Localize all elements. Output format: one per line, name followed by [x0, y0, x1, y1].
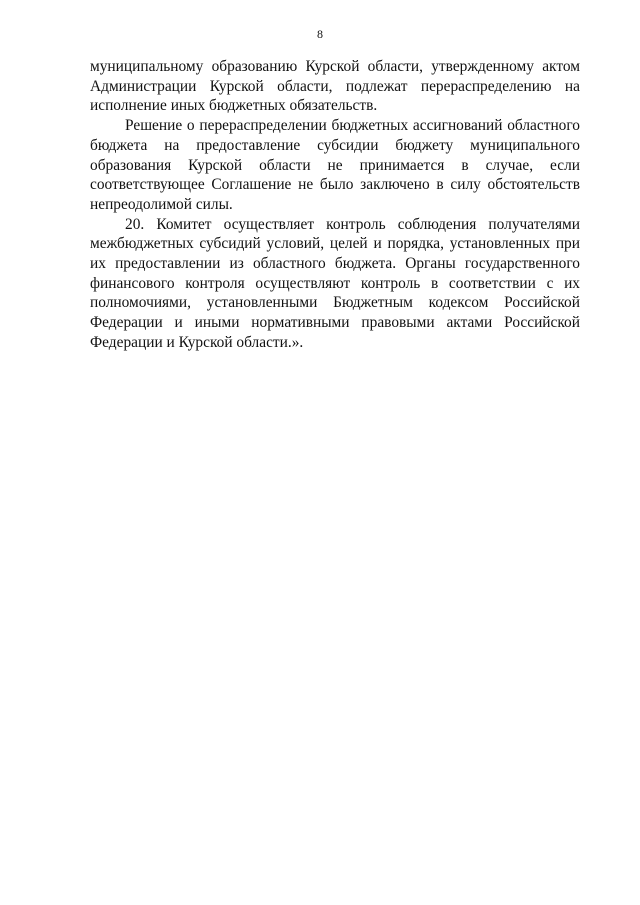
paragraph-redistribution-decision: Решение о перераспределении бюджетных ассигнований областного бюджета на предоставление субсидии бюджету муниципального образования Курской области не принимается в случае, если соответствующее Соглашение не было заключено в силу обстоятельств непреодолимой силы.: [90, 117, 580, 213]
paragraph-item-20-control: 20. Комитет осуществляет контроль соблюдения получателями межбюджетных субсидий условий, целей и порядка, установленных при их предоставлении из областного бюджета. Органы государственного финансового контроля осуществляют контроль в соответствии с их полномочиями, установленными Бюджетным кодексом Российской Федерации и иными нормативными правовыми актами Российской Федерации и Курской области.».: [90, 215, 580, 351]
document-body: [90, 57, 580, 353]
page-number: 8: [317, 27, 323, 41]
paragraph-continuation: муниципальному образованию Курской области, утвержденному актом Администрации Курской области, подлежат перераспределению на исполнение иных бюджетных обязательств.: [90, 58, 580, 115]
